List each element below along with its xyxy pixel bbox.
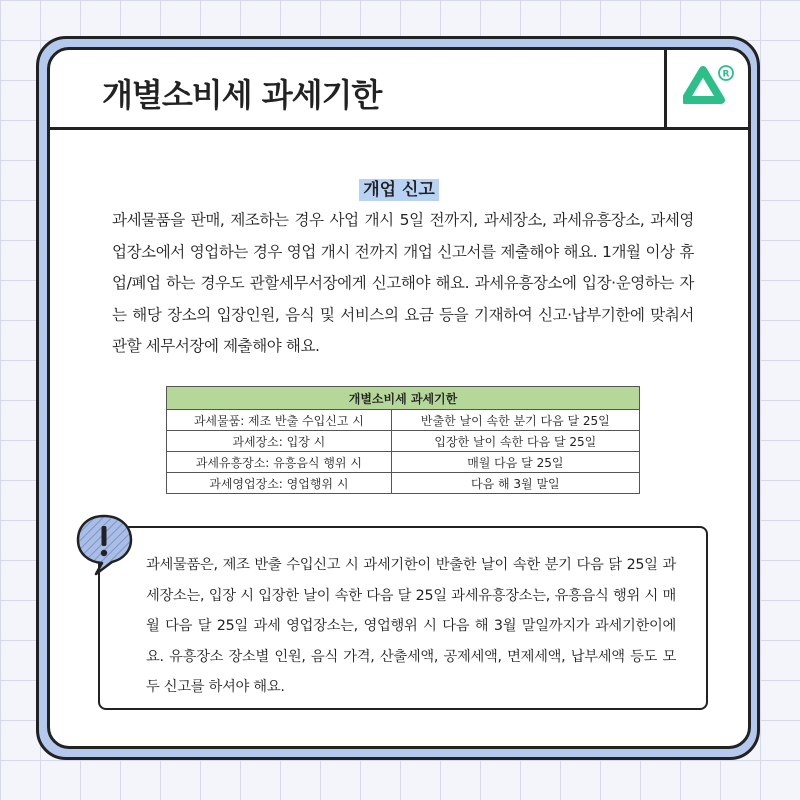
section-body: 과세물품을 판매, 제조하는 경우 사업 개시 5일 전까지, 과세장소, 과세유흥장소, 과세영업장소에서 영업하는 경우 영업 개시 전까지 개업 신고서를 제출해야 해요. 1개월 이상 휴업/폐업 하는 경우도 관할세무서장에게 신고해야 해요. 과세유흥장소에 입장·운영하는 자는 해당 장소의 입장인원, 음식 및 서비스의 요금 등을 기재하여 신고·납부기한에 맞춰서 관할 세무서장에 제출해야 해요. <box>112 211 694 355</box>
callout-box <box>98 526 708 710</box>
page-title: 개별소비세 과세기한 <box>102 76 382 114</box>
table-row <box>167 431 640 452</box>
table-cell: 반출한 날이 속한 분기 다음 달 25일 <box>391 410 639 431</box>
exclamation-icon <box>74 512 140 578</box>
table-cell: 과세영업장소: 영업행위 시 <box>167 473 392 494</box>
table-header: 개별소비세 과세기한 <box>167 387 640 410</box>
subtitle-label: 개업 신고 <box>359 179 439 201</box>
table-cell: 과세유흥장소: 유흥음식 행위 시 <box>167 452 392 473</box>
table-row <box>167 452 640 473</box>
logo-box <box>664 50 748 127</box>
header <box>50 50 748 130</box>
callout-text: 과세물품은, 제조 반출 수입신고 시 과세기한이 반출한 날이 속한 분기 다음 닭 25일 과세장소는, 입장 시 입장한 날이 속한 다음 달 25일 과세유흥장소는, 유흥음식 행위 시 매월 다음 달 25일 과세 영업장소는, 영업행위 시 다음 해 3월 말일까지가 과세기한이에요. 유흥장소 장소별 인원, 음식 가격, 산출세액, 공제세액, 면제세액, 납부세액 등도 모두 신고를 하셔야 해요. <box>146 557 676 695</box>
svg-text:R: R <box>722 69 730 80</box>
table-cell: 과세장소: 입장 시 <box>167 431 392 452</box>
tax-deadline-table <box>166 386 640 494</box>
content-card <box>47 47 751 749</box>
table-row <box>167 410 640 431</box>
table-cell: 매월 다음 달 25일 <box>391 452 639 473</box>
table-cell: 입장한 날이 속한 다음 달 25일 <box>391 431 639 452</box>
table-header-row <box>167 387 640 410</box>
table-row <box>167 473 640 494</box>
logo-icon <box>683 64 735 110</box>
table-cell: 과세물품: 제조 반출 수입신고 시 <box>167 410 392 431</box>
section-subtitle <box>50 175 748 200</box>
table-cell: 다음 해 3월 말일 <box>391 473 639 494</box>
